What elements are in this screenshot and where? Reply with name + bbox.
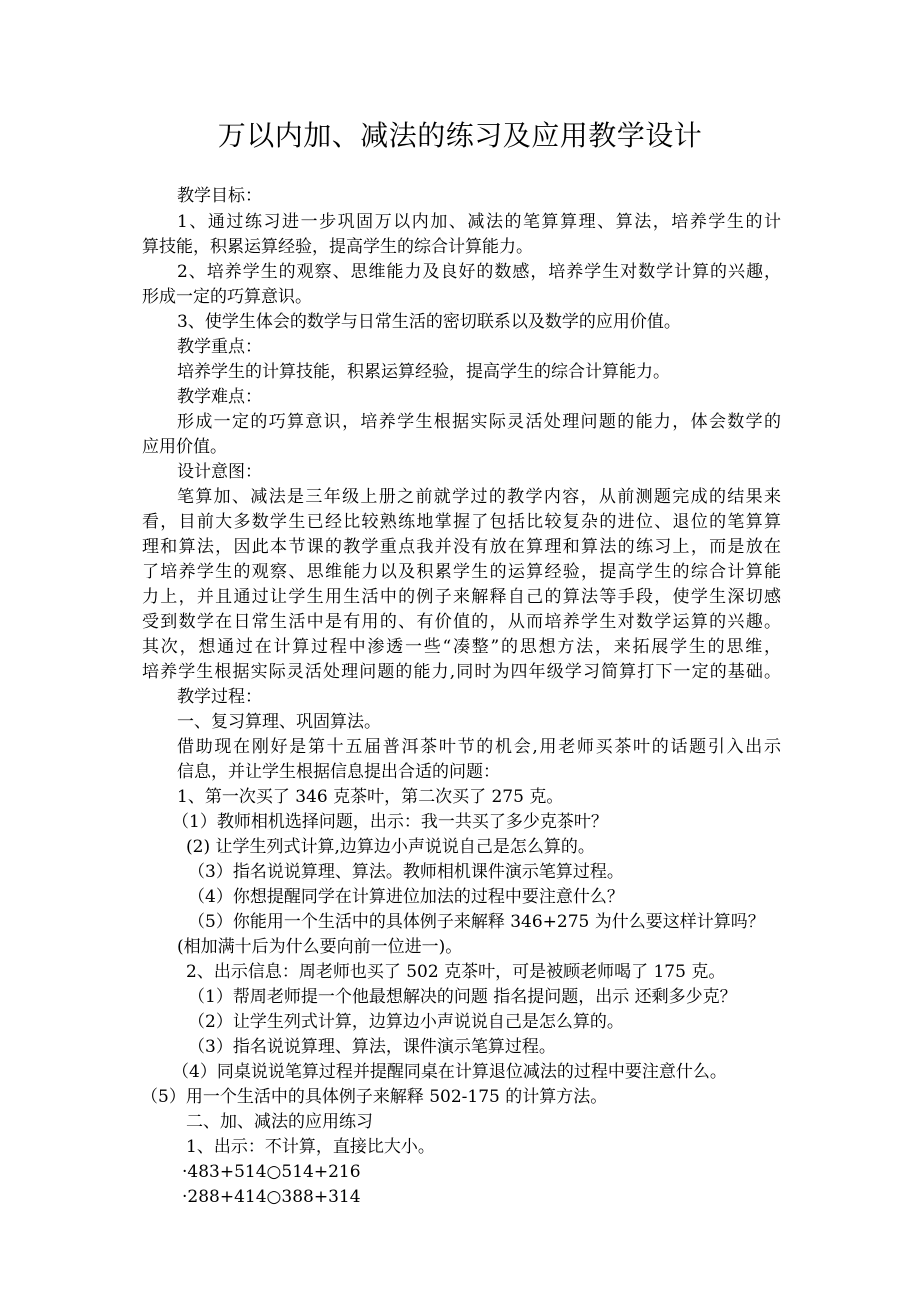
intent-line-8: 培养学生根据实际灵活处理问题的能力,同时为四年级学习简算打下一定的基础。 <box>142 662 781 682</box>
question-2: 2、出示信息：周老师也买了 502 克茶叶，可是被顾老师喝了 175 克。 <box>186 962 726 982</box>
document-title: 万以内加、减法的练习及应用教学设计 <box>217 119 703 152</box>
question-1-step-3: （3）指名说说算理、算法。教师相机课件演示笔算过程。 <box>188 862 624 882</box>
difficulty-line-2: 应用价值。 <box>142 437 227 457</box>
intent-line-4: 了培养学生的观察、思维能力以及积累学生的运算经验，提高学生的综合计算能 <box>142 562 781 582</box>
question-1-step-5-note: (相加满十后为什么要向前一位进一)。 <box>177 937 463 957</box>
goal-3: 3、使学生体会的数学与日常生活的密切联系以及数学的应用价值。 <box>177 312 681 332</box>
question-2-step-4: （4）同桌说说笔算过程并提醒同桌在计算退位减法的过程中要注意什么。 <box>172 1062 727 1082</box>
difficulty-heading: 教学难点： <box>177 387 262 407</box>
question-1-step-4: （4）你想提醒同学在计算进位加法的过程中要注意什么？ <box>188 887 624 907</box>
part-2-heading: 二、加、减法的应用练习 <box>186 1112 373 1132</box>
process-heading: 教学过程： <box>177 687 262 707</box>
question-1-step-5: （5）你能用一个生活中的具体例子来解释 346+275 为什么要这样计算吗？ <box>188 912 765 932</box>
intent-line-3: 理和算法，因此本节课的教学重点我并没有放在算理和算法的练习上，而是放在 <box>142 537 781 557</box>
question-2-step-3: （3）指名说说算理、算法，课件演示笔算过程。 <box>188 1037 556 1057</box>
question-1-step-1: （1）教师相机选择问题，出示：我一共买了多少克茶叶？ <box>172 812 608 832</box>
part-2-bullet-1: ·483+514○514+216 <box>182 1162 361 1182</box>
goal-2-line-2: 形成一定的巧算意识。 <box>142 287 312 307</box>
part-2-bullet-2: ·288+414○388+314 <box>182 1187 361 1207</box>
question-2-step-1: （1）帮周老师提一个他最想解决的问题 指名提问题，出示 还剩多少克？ <box>188 987 737 1007</box>
key-points-heading: 教学重点： <box>177 337 262 357</box>
goals-heading: 教学目标： <box>177 186 262 206</box>
part-1-intro-line-1: 借助现在刚好是第十五届普洱茶叶节的机会,用老师买茶叶的话题引入出示 <box>177 737 781 757</box>
goal-1-line-2: 算技能，积累运算经验，提高学生的综合计算能力。 <box>142 237 533 257</box>
intent-line-6: 受到数学在日常生活中是有用的、有价值的，从而培养学生对数学运算的兴趣。 <box>142 612 781 632</box>
intent-heading: 设计意图： <box>177 462 262 482</box>
difficulty-line-1: 形成一定的巧算意识，培养学生根据实际灵活处理问题的能力，体会数学的 <box>177 412 781 432</box>
part-2-question-1: 1、出示：不计算，直接比大小。 <box>186 1137 435 1157</box>
part-1-heading: 一、复习算理、巩固算法。 <box>177 712 381 732</box>
intent-line-7: 其次，想通过在计算过程中渗透一些“凑整”的思想方法，来拓展学生的思维， <box>142 637 781 657</box>
intent-line-1: 笔算加、减法是三年级上册之前就学过的教学内容，从前测题完成的结果来 <box>177 487 781 507</box>
key-points-text: 培养学生的计算技能，积累运算经验，提高学生的综合计算能力。 <box>177 362 670 382</box>
goal-1-line-1: 1、通过练习进一步巩固万以内加、减法的笔算算理、算法，培养学生的计 <box>177 212 781 232</box>
intent-line-2: 看，目前大多数学生已经比较熟练地掌握了包括比较复杂的进位、退位的笔算算 <box>142 512 781 532</box>
question-1-step-2: (2) 让学生列式计算,边算边小声说说自己是怎么算的。 <box>186 837 595 857</box>
intent-line-5: 力上，并且通过让学生用生活中的例子来解释自己的算法等手段，使学生深切感 <box>142 587 781 607</box>
question-2-step-5: （5）用一个生活中的具体例子来解释 502-175 的计算方法。 <box>141 1087 608 1107</box>
question-2-step-2: （2）让学生列式计算，边算边小声说说自己是怎么算的。 <box>188 1012 624 1032</box>
part-1-intro-line-2: 信息，并让学生根据信息提出合适的问题： <box>177 762 500 782</box>
goal-2-line-1: 2、培养学生的观察、思维能力及良好的数感，培养学生对数学计算的兴趣， <box>177 262 781 282</box>
question-1: 1、第一次买了 346 克茶叶，第二次买了 275 克。 <box>177 787 564 807</box>
